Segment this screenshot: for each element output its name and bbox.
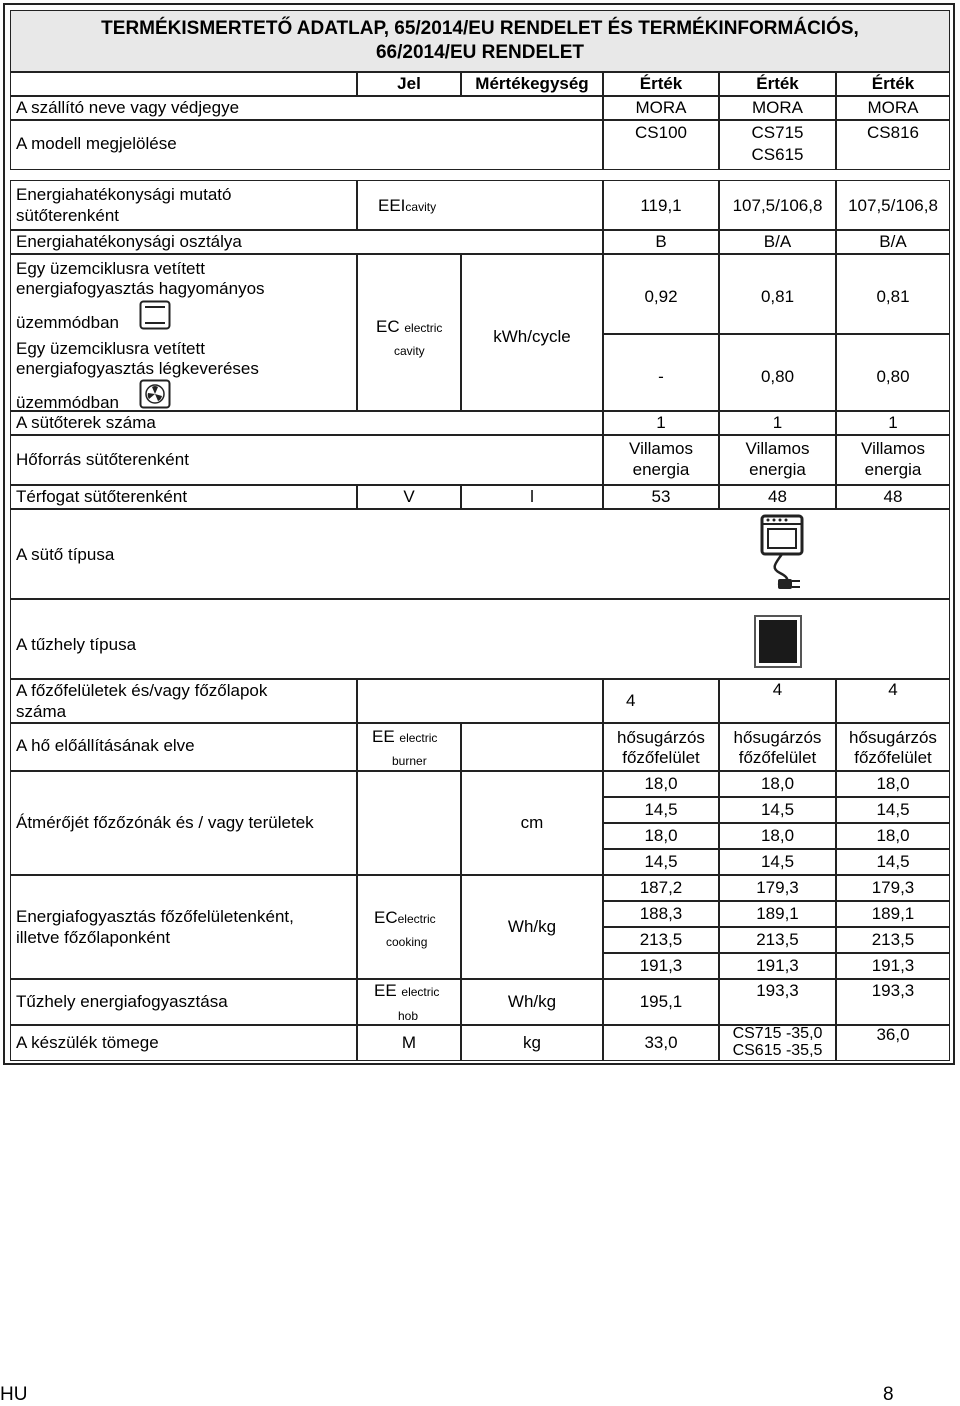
- eclass-v2: B/A: [763, 232, 792, 251]
- diameter-value: 18,0: [644, 774, 678, 793]
- eei-v1-cell: [603, 180, 719, 230]
- eclass-v2-cell: [719, 230, 836, 254]
- diameter-value: 18,0: [876, 826, 910, 845]
- heat-v1-line2: energia: [632, 460, 690, 479]
- diameter-cell: [603, 823, 719, 849]
- header-value-2-cell: [719, 72, 836, 96]
- heating-v2-line1: hősugárzós: [733, 728, 822, 747]
- volume-v2: 48: [768, 487, 787, 506]
- zone-energy-symbol-cell: [357, 875, 461, 979]
- conv-v3-cell: [836, 254, 950, 334]
- zones-v3-cell: [836, 679, 950, 723]
- consumption-unit-cell: [461, 254, 603, 411]
- hob-type-label: A tűzhely típusa: [16, 635, 137, 654]
- title-line-2: 66/2014/EU RENDELET: [375, 42, 585, 63]
- header-value-1: Érték: [639, 74, 683, 93]
- supplier-v1: MORA: [635, 98, 687, 117]
- zone-energy-unit-cell: [461, 875, 603, 979]
- diameter-cell: [719, 849, 836, 875]
- fan-v1-cell: [603, 334, 719, 411]
- product-fiche-table: [3, 3, 955, 1065]
- hob-energy-v3-cell: [836, 979, 950, 1025]
- hob-energy-unit-cell: [461, 979, 603, 1025]
- eei-label-cell: [10, 180, 357, 230]
- mass-symbol: M: [401, 1033, 417, 1052]
- heating-v3-cell: [836, 723, 950, 771]
- heating-unit-cell: [461, 723, 603, 771]
- eclass-v1-cell: [603, 230, 719, 254]
- volume-label-cell: [10, 485, 357, 509]
- supplier-v3: MORA: [867, 98, 919, 117]
- zones-label-2: száma: [16, 702, 67, 721]
- zone-energy-value: 191,3: [871, 956, 915, 975]
- heating-label-cell: [10, 723, 357, 771]
- mass-v1-cell: [603, 1025, 719, 1061]
- model-label: A modell megjelölése: [16, 134, 177, 153]
- volume-symbol: V: [403, 487, 415, 506]
- eei-symbol-sub: cavity: [405, 200, 437, 214]
- volume-unit: l: [530, 487, 534, 506]
- zone-energy-cell: [836, 901, 950, 927]
- diameter-label-cell: [10, 771, 357, 875]
- eei-label-2: sütőterenként: [16, 206, 120, 225]
- diameter-symbol-cell: [357, 771, 461, 875]
- supplier-v3-cell: [836, 96, 950, 120]
- volume-v1: 53: [651, 487, 671, 506]
- volume-v3: 48: [883, 487, 903, 506]
- heat-v3-line1: Villamos: [861, 439, 925, 458]
- diameter-cell: [719, 823, 836, 849]
- conv-label-2: energiafogyasztás hagyományos: [16, 279, 265, 298]
- conv-label-1: Egy üzemciklusra vetített: [16, 259, 205, 278]
- conv-v1-cell: [603, 254, 719, 334]
- zone-energy-cell: [719, 953, 836, 979]
- hob-energy-v2-cell: [719, 979, 836, 1025]
- eclass-label-cell: [10, 230, 603, 254]
- diameter-value: 18,0: [876, 774, 910, 793]
- zone-energy-value: 179,3: [871, 878, 915, 897]
- supplier-v1-cell: [603, 96, 719, 120]
- zone-energy-cell: [719, 901, 836, 927]
- hob-energy-label: Tűzhely energiafogyasztása: [16, 992, 228, 1011]
- zone-energy-value: 191,3: [639, 956, 683, 975]
- heat-label: Hőforrás sütőterenként: [16, 450, 189, 469]
- zone-energy-value: 213,5: [639, 930, 683, 949]
- cavities-v1: 1: [656, 413, 666, 432]
- zone-energy-label-2: illetve főzőlaponként: [16, 928, 171, 947]
- ceramic-hob-icon: [753, 614, 803, 669]
- diameter-value: 14,5: [644, 852, 678, 871]
- zone-energy-symbol-main: EC: [374, 908, 398, 927]
- zones-v2-cell: [719, 679, 836, 723]
- eei-v2-cell: [719, 180, 836, 230]
- heating-v1-line2: főzőfelület: [622, 748, 700, 767]
- consumption-symbol-main: EC: [376, 317, 400, 336]
- eei-v2: 107,5/106,8: [732, 196, 823, 215]
- footer-page-number: 8: [883, 1384, 894, 1405]
- volume-unit-cell: [461, 485, 603, 509]
- zone-energy-cell: [719, 927, 836, 953]
- model-v2b: CS615: [751, 145, 804, 164]
- mass-v2-cell: [719, 1025, 836, 1061]
- zone-energy-value: 179,3: [756, 878, 799, 897]
- conv-v1: 0,92: [644, 287, 678, 306]
- hob-energy-symbol: [374, 981, 439, 1002]
- conv-v2-cell: [719, 254, 836, 334]
- cavities-v2-cell: [719, 411, 836, 435]
- zone-energy-symbol-sub1: electric: [397, 912, 436, 926]
- heating-v1-cell: [603, 723, 719, 771]
- heat-v2-line1: Villamos: [745, 439, 810, 458]
- mass-label-cell: [10, 1025, 357, 1061]
- diameter-cell: [603, 771, 719, 797]
- consumption-symbol-sub1: electric: [404, 321, 443, 335]
- eclass-v3: B/A: [879, 232, 907, 251]
- zone-energy-cell: [836, 953, 950, 979]
- mass-unit: kg: [523, 1033, 541, 1052]
- heating-symbol-sub2: burner: [392, 754, 427, 768]
- diameter-value: 18,0: [760, 826, 795, 845]
- diameter-value: 18,0: [644, 826, 678, 845]
- diameter-value: 14,5: [760, 800, 795, 819]
- diameter-value: 14,5: [644, 800, 678, 819]
- hob-energy-v1-cell: [603, 979, 719, 1025]
- diameter-cell: [603, 849, 719, 875]
- heating-symbol-main: EE: [372, 727, 395, 746]
- zones-v1: 4: [626, 691, 636, 710]
- header-value-1-cell: [603, 72, 719, 96]
- cavities-v3-cell: [836, 411, 950, 435]
- hob-energy-symbol-cell: [357, 979, 461, 1025]
- zone-energy-value: 187,2: [639, 878, 683, 897]
- hob-energy-symbol-main: EE: [374, 981, 397, 1000]
- fan-v2: 0,80: [760, 367, 795, 386]
- header-value-3-cell: [836, 72, 950, 96]
- eei-v3-cell: [836, 180, 950, 230]
- table-title: [10, 10, 950, 72]
- heating-symbol-sub1: electric: [399, 731, 438, 745]
- hob-energy-label-cell: [10, 979, 357, 1025]
- fan-v3: 0,80: [876, 367, 910, 386]
- zone-energy-value: 189,1: [871, 904, 915, 923]
- volume-label: Térfogat sütőterenként: [16, 487, 188, 506]
- consumption-unit: kWh/cycle: [493, 327, 571, 346]
- hob-energy-unit: Wh/kg: [507, 992, 557, 1011]
- volume-symbol-cell: [357, 485, 461, 509]
- eei-v1: 119,1: [640, 196, 682, 215]
- mass-v1: 33,0: [644, 1033, 678, 1052]
- eei-v3: 107,5/106,8: [848, 196, 938, 215]
- eclass-label: Energiahatékonysági osztálya: [16, 232, 242, 251]
- consumption-symbol: [376, 317, 442, 338]
- heat-v3-line2: energia: [864, 460, 922, 479]
- zone-energy-cell: [836, 875, 950, 901]
- footer-language: HU: [0, 1384, 28, 1405]
- fan-v1: -: [658, 367, 664, 386]
- eclass-v1: B: [655, 232, 667, 251]
- model-v3: CS816: [867, 123, 919, 142]
- title-line-1: TERMÉKISMERTETŐ ADATLAP, 65/2014/EU RENDELET ÉS TERMÉKINFORMÁCIÓS,: [101, 18, 859, 39]
- fan-v2-cell: [719, 334, 836, 411]
- heat-v1-cell: [603, 435, 719, 485]
- heating-label: A hő előállításának elve: [16, 736, 195, 755]
- heating-symbol-cell: [357, 723, 461, 771]
- zone-energy-value: 188,3: [639, 904, 683, 923]
- hob-energy-v3: 193,3: [871, 981, 915, 1000]
- diameter-cell: [836, 823, 950, 849]
- cavities-v2: 1: [772, 413, 783, 432]
- electric-oven-icon: [756, 513, 816, 593]
- heating-symbol: [372, 727, 437, 748]
- heat-v3-cell: [836, 435, 950, 485]
- heat-v2-line2: energia: [749, 460, 806, 479]
- conv-v3: 0,81: [876, 287, 910, 306]
- model-label-cell: [10, 120, 603, 170]
- mass-label: A készülék tömege: [16, 1033, 159, 1052]
- diameter-cell: [836, 849, 950, 875]
- diameter-value: 14,5: [760, 852, 795, 871]
- model-v1-cell: [603, 120, 719, 170]
- zone-energy-value: 213,5: [756, 930, 799, 949]
- model-v2a: CS715: [751, 123, 804, 142]
- consumption-label-cell: [10, 254, 357, 411]
- volume-v1-cell: [603, 485, 719, 509]
- zone-energy-cell: [603, 875, 719, 901]
- header-symbol: Jel: [397, 74, 421, 93]
- zone-energy-value: 189,1: [756, 904, 799, 923]
- hob-energy-v2: 193,3: [756, 981, 799, 1000]
- supplier-v2: MORA: [752, 98, 803, 117]
- eei-label-1: Energiahatékonysági mutató: [16, 185, 232, 204]
- zones-label-1: A főzőfelületek és/vagy főzőlapok: [16, 681, 268, 700]
- zone-energy-symbol: [374, 908, 436, 929]
- diameter-label: Átmérőjét főzőzónák és / vagy területek: [16, 813, 314, 832]
- volume-v3-cell: [836, 485, 950, 509]
- diameter-cell: [603, 797, 719, 823]
- diameter-cell: [719, 797, 836, 823]
- zones-v2: 4: [772, 680, 783, 699]
- zone-energy-cell: [603, 901, 719, 927]
- cavities-v1-cell: [603, 411, 719, 435]
- volume-v2-cell: [719, 485, 836, 509]
- heat-label-cell: [10, 435, 603, 485]
- zone-energy-cell: [719, 875, 836, 901]
- header-value-3: Érték: [871, 74, 915, 93]
- hob-energy-symbol-sub2: hob: [398, 1009, 419, 1023]
- heating-v3-line1: hősugárzós: [849, 728, 937, 747]
- diameter-value: 14,5: [876, 852, 910, 871]
- zone-energy-cell: [836, 927, 950, 953]
- mass-v3-cell: [836, 1025, 950, 1061]
- diameter-cell: [836, 797, 950, 823]
- supplier-label-cell: [10, 96, 603, 120]
- fan-label-1: Egy üzemciklusra vetített: [16, 339, 205, 358]
- header-empty: [10, 72, 357, 96]
- header-value-2: Érték: [756, 74, 799, 93]
- diameter-value: 14,5: [876, 800, 910, 819]
- heating-v3-line2: főzőfelület: [854, 748, 932, 767]
- header-unit: Mértékegység: [475, 74, 589, 93]
- cavities-label-cell: [10, 411, 603, 435]
- heat-v2-cell: [719, 435, 836, 485]
- consumption-symbol-sub2: cavity: [394, 344, 425, 358]
- fan-label-2: energiafogyasztás légkeveréses: [16, 359, 259, 378]
- zone-energy-cell: [603, 953, 719, 979]
- zone-energy-label-1: Energiafogyasztás főzőfelületenként,: [16, 907, 294, 926]
- zone-energy-label-cell: [10, 875, 357, 979]
- mass-unit-cell: [461, 1025, 603, 1061]
- heating-v2-line2: főzőfelület: [738, 748, 817, 767]
- eei-symbol: [378, 196, 436, 217]
- conv-v2: 0,81: [760, 287, 795, 306]
- diameter-unit: cm: [520, 813, 544, 832]
- header-symbol-cell: [357, 72, 461, 96]
- zone-energy-unit: Wh/kg: [507, 917, 557, 936]
- diameter-cell: [836, 771, 950, 797]
- supplier-label: A szállító neve vagy védjegye: [16, 98, 240, 117]
- fan-v3-cell: [836, 334, 950, 411]
- cavities-v3: 1: [888, 413, 898, 432]
- mass-v3: 36,0: [876, 1025, 910, 1044]
- zones-label-cell: [10, 679, 357, 723]
- hob-energy-v1: 195,1: [639, 992, 683, 1011]
- diameter-value: 18,0: [760, 774, 795, 793]
- eei-symbol-main: EEI: [378, 196, 406, 215]
- zone-energy-cell: [603, 927, 719, 953]
- header-unit-cell: [461, 72, 603, 96]
- diameter-unit-cell: [461, 771, 603, 875]
- zones-mid-cell: [357, 679, 603, 723]
- oven-type-label: A sütő típusa: [16, 545, 115, 564]
- model-v1: CS100: [635, 123, 687, 142]
- conventional-mode-icon: [139, 300, 171, 330]
- model-v2-cell: [719, 120, 836, 170]
- heat-v1-line1: Villamos: [629, 439, 693, 458]
- fan-mode-icon: [139, 379, 171, 409]
- consumption-symbol-cell: [357, 254, 461, 411]
- eclass-v3-cell: [836, 230, 950, 254]
- zones-v3: 4: [888, 680, 898, 699]
- model-v3-cell: [836, 120, 950, 170]
- fan-label-3: üzemmódban: [16, 393, 120, 412]
- zone-energy-value: 213,5: [871, 930, 915, 949]
- eei-symbol-cell: [357, 180, 603, 230]
- oven-type-cell: [10, 509, 950, 599]
- hob-type-cell: [10, 599, 950, 679]
- supplier-v2-cell: [719, 96, 836, 120]
- mass-v2b: CS615 -35,5: [732, 1042, 823, 1059]
- mass-v2a: CS715 -35,0: [732, 1025, 823, 1042]
- hob-energy-symbol-sub1: electric: [401, 985, 440, 999]
- mass-symbol-cell: [357, 1025, 461, 1061]
- zone-energy-symbol-sub2: cooking: [386, 935, 428, 949]
- heating-v2-cell: [719, 723, 836, 771]
- zone-energy-value: 191,3: [756, 956, 799, 975]
- conv-label-3: üzemmódban: [16, 313, 120, 332]
- zones-v1-cell: [603, 679, 719, 723]
- cavities-label: A sütőterek száma: [16, 413, 156, 432]
- diameter-cell: [719, 771, 836, 797]
- heating-v1-line1: hősugárzós: [617, 728, 705, 747]
